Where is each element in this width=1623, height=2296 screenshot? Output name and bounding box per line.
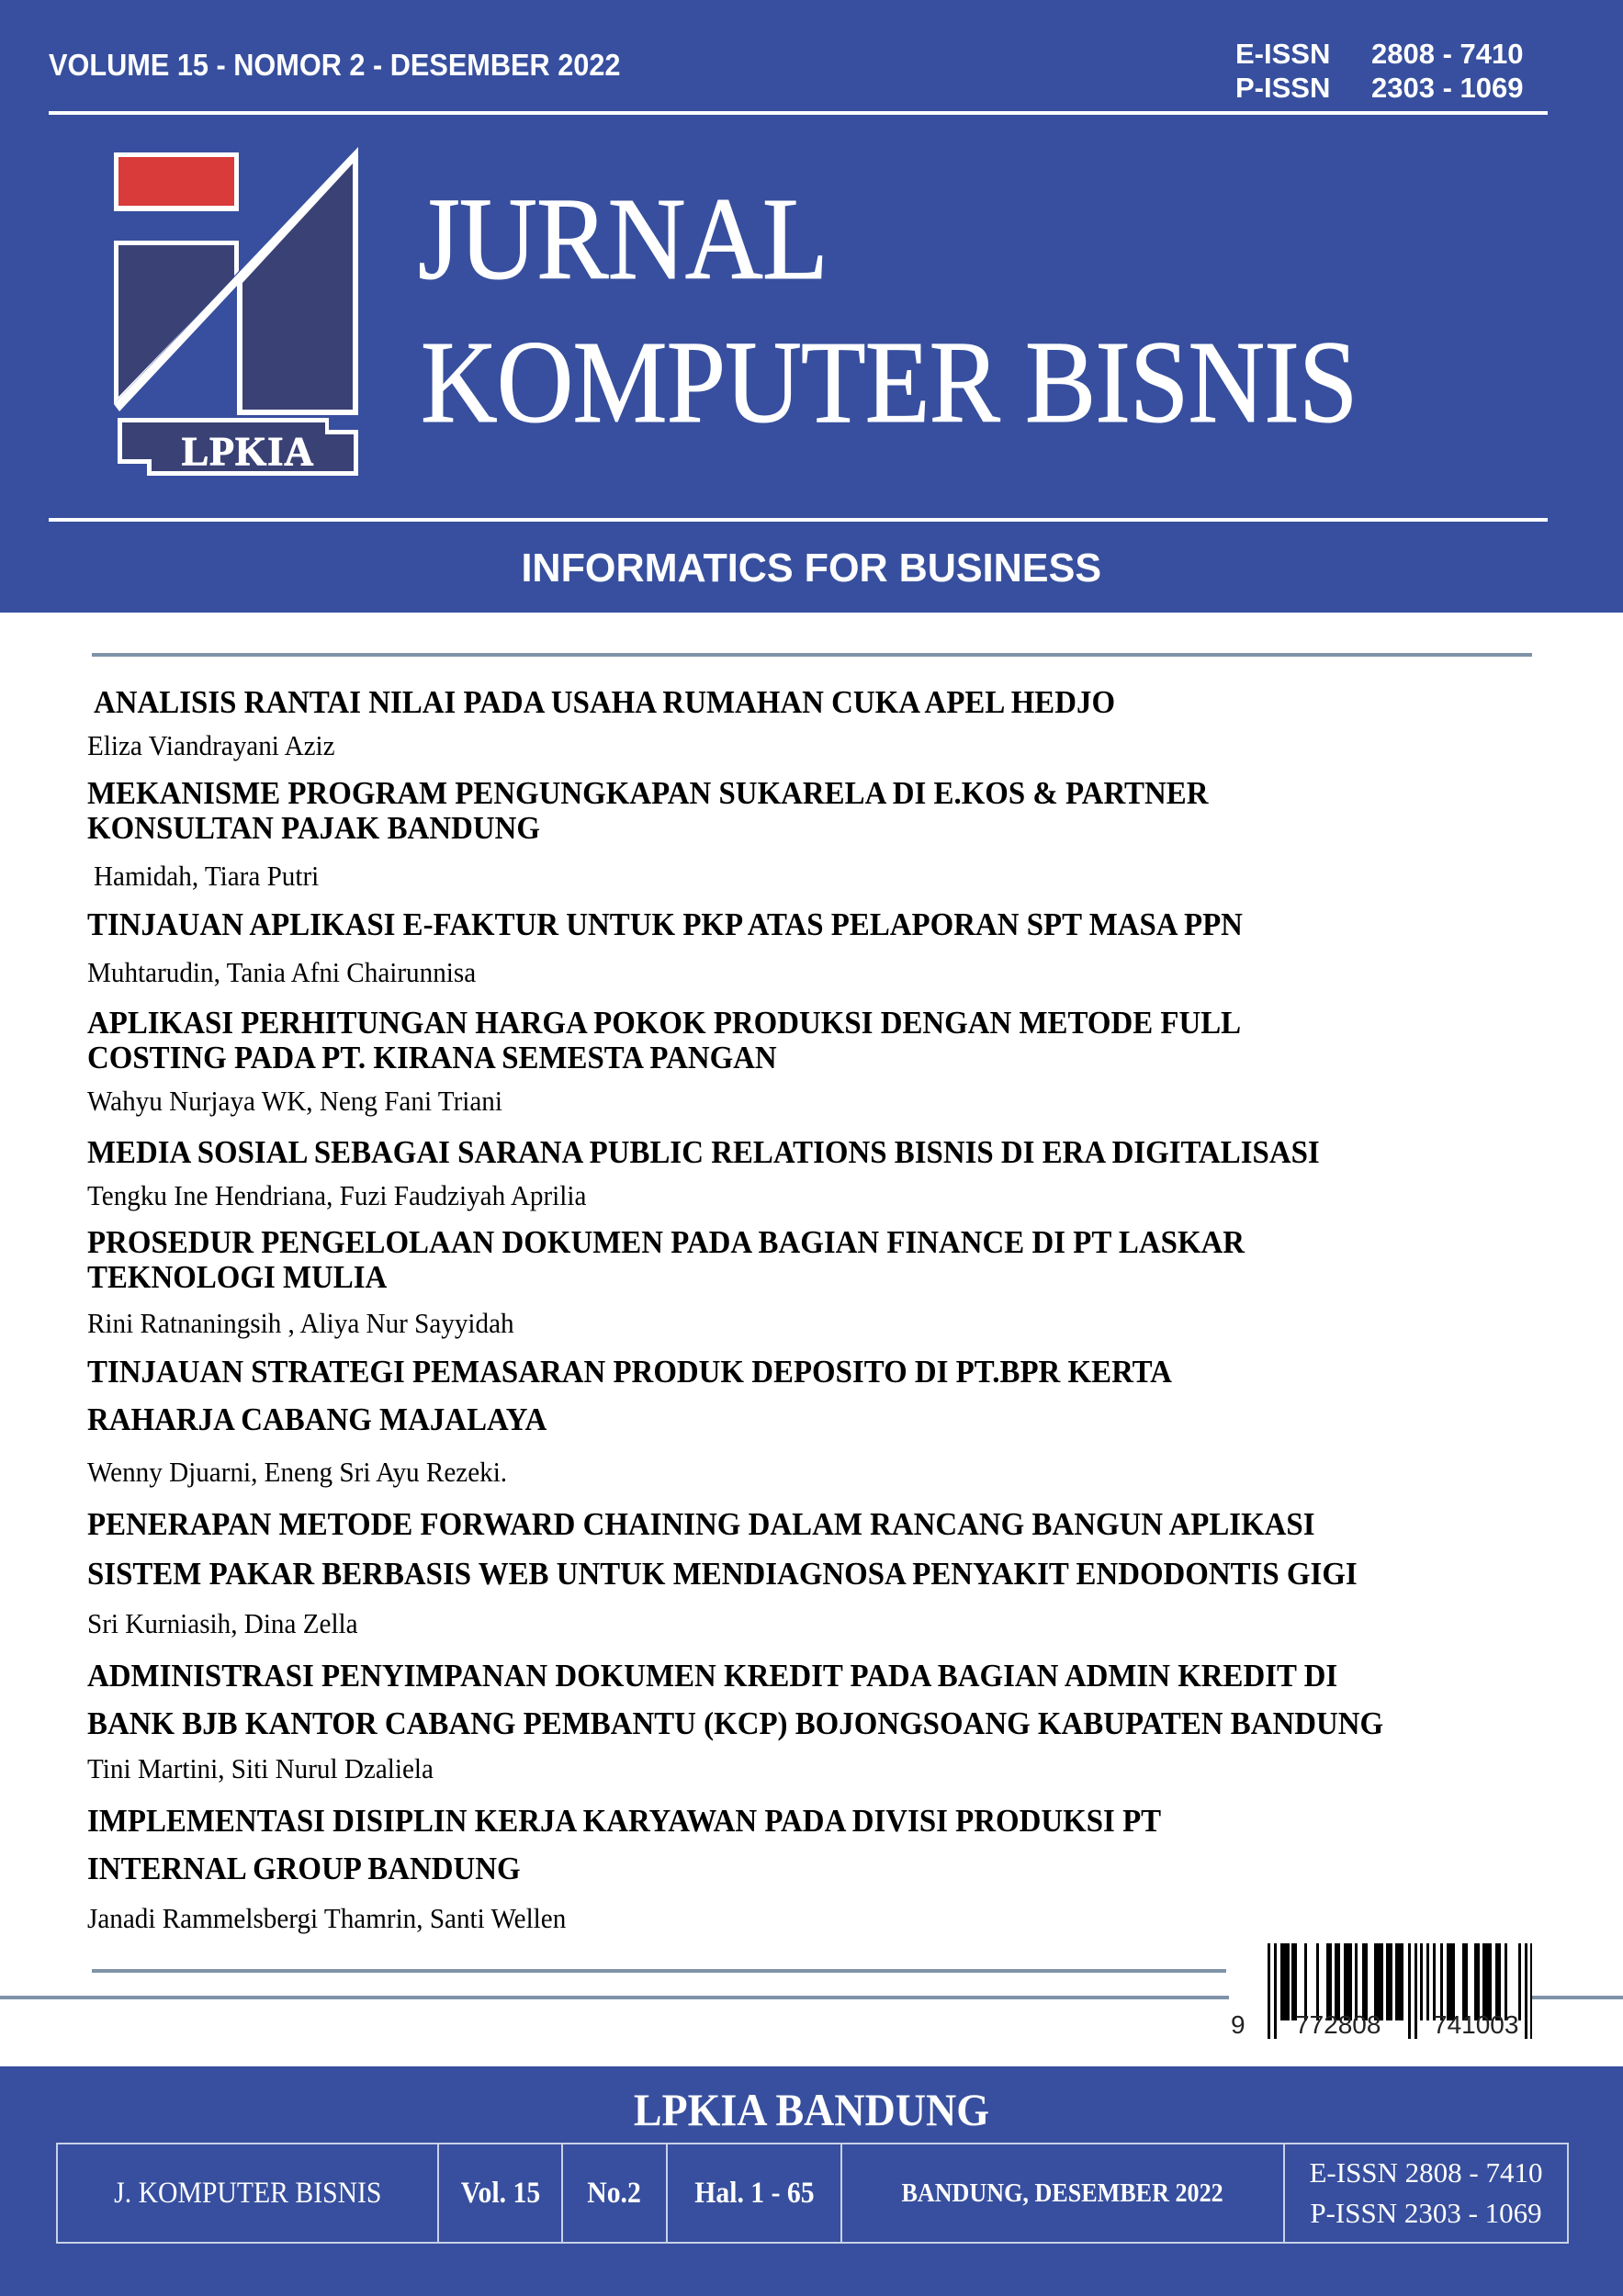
publisher-name-text: LPKIA BANDUNG (633, 2084, 990, 2135)
cell-journal (58, 2144, 439, 2242)
article-authors: Rini Ratnaningsih , Aliya Nur Sayyidah (87, 1307, 514, 1339)
article-authors: Eliza Viandrayani Aziz (87, 729, 335, 761)
citation-table (56, 2143, 1569, 2244)
cell-pages (668, 2144, 842, 2242)
cell-eissn-text: E-ISSN 2808 - 7410 (1309, 2156, 1543, 2189)
article-authors: Muhtarudin, Tania Afni Chairunnisa (87, 956, 477, 988)
article-title: ANALISIS RANTAI NILAI PADA USAHA RUMAHAN CUKA APEL HEDJO (94, 684, 1116, 720)
cell-volume (439, 2144, 563, 2242)
article-title-cont: INTERNAL GROUP BANDUNG (87, 1851, 521, 1886)
article-authors: Sri Kurniasih, Dina Zella (87, 1607, 358, 1639)
article-authors: Janadi Rammelsbergi Thamrin, Santi Wellen (87, 1902, 567, 1934)
article-title: ADMINISTRASI PENYIMPANAN DOKUMEN KREDIT PADA BAGIAN ADMIN KREDIT DI (87, 1658, 1338, 1694)
cell-pissn-text: P-ISSN 2303 - 1069 (1310, 2197, 1542, 2229)
contents-bottom-rule (92, 1969, 1226, 1973)
publisher-name (0, 2083, 1623, 2136)
article-title-cont: SISTEM PAKAR BERBASIS WEB UNTUK MENDIAGNOSA PENYAKIT ENDODONTIS GIGI (87, 1556, 1358, 1592)
article-authors: Tengku Ine Hendriana, Fuzi Faudziyah Aprilia (87, 1179, 587, 1211)
cell-journal-text: J. KOMPUTER BISNIS (113, 2176, 382, 2210)
article-title-cont: BANK BJB KANTOR CABANG PEMBANTU (KCP) BOJONGSOANG KABUPATEN BANDUNG (87, 1705, 1384, 1741)
issn-barcode (1229, 1903, 1532, 2059)
cell-number (563, 2144, 668, 2242)
article-authors: Wenny Djuarni, Eneng Sri Ayu Rezeki. (87, 1456, 508, 1488)
eissn-label: E-ISSN (1235, 38, 1331, 70)
article-title: MEDIA SOSIAL SEBAGAI SARANA PUBLIC RELATIONS BISNIS DI ERA DIGITALISASI (87, 1134, 1320, 1170)
article-title: APLIKASI PERHITUNGAN HARGA POKOK PRODUKSI DENGAN METODE FULL (87, 1005, 1242, 1041)
cell-place-date-text: BANDUNG, DESEMBER 2022 (901, 2178, 1224, 2208)
logo-text: LPKIA (181, 429, 315, 474)
article-title: PENERAPAN METODE FORWARD CHAINING DALAM RANCANG BANGUN APLIKASI (87, 1506, 1315, 1542)
article-title-cont: TEKNOLOGI MULIA (87, 1259, 388, 1295)
article-authors: Wahyu Nurjaya WK, Neng Fani Triani (87, 1085, 502, 1117)
pissn-label: P-ISSN (1235, 72, 1331, 104)
eissn-value: 2808 - 7410 (1371, 38, 1524, 70)
volume-issue-line: VOLUME 15 - NOMOR 2 - DESEMBER 2022 (49, 48, 621, 82)
article-title: TINJAUAN APLIKASI E-FAKTUR UNTUK PKP ATAS PELAPORAN SPT MASA PPN (87, 906, 1243, 942)
article-authors: Tini Martini, Siti Nurul Dzaliela (87, 1752, 434, 1784)
article-title-cont: KONSULTAN PAJAK BANDUNG (87, 810, 540, 846)
journal-title-line1: JURNAL (418, 174, 828, 304)
cell-number-text: No.2 (587, 2176, 642, 2210)
pissn-value: 2303 - 1069 (1371, 72, 1524, 104)
cell-volume-text: Vol. 15 (460, 2176, 540, 2210)
cover-footer (0, 2066, 1623, 2296)
barcode-lead-digit: 9 (1231, 2010, 1245, 2039)
journal-title-line2: KOMPUTER BISNIS (421, 317, 1358, 447)
article-title-cont: RAHARJA CABANG MAJALAYA (87, 1401, 547, 1437)
article-title: TINJAUAN STRATEGI PEMASARAN PRODUK DEPOSITO DI PT.BPR KERTA (87, 1354, 1172, 1390)
article-title-cont: COSTING PADA PT. KIRANA SEMESTA PANGAN (87, 1040, 777, 1075)
journal-subtitle-text: INFORMATICS FOR BUSINESS (521, 546, 1102, 591)
cell-place-date (842, 2144, 1285, 2242)
article-title: IMPLEMENTASI DISIPLIN KERJA KARYAWAN PADA DIVISI PRODUKSI PT (87, 1803, 1162, 1839)
cell-pages-text: Hal. 1 - 65 (693, 2176, 815, 2210)
barcode-digits-left: 772808 (1295, 2010, 1381, 2039)
article-authors: Hamidah, Tiara Putri (94, 860, 320, 892)
article-title: MEKANISME PROGRAM PENGUNGKAPAN SUKARELA DI E.KOS & PARTNER (87, 775, 1209, 811)
article-title: PROSEDUR PENGELOLAAN DOKUMEN PADA BAGIAN FINANCE DI PT LASKAR (87, 1224, 1245, 1260)
cell-issn (1285, 2144, 1567, 2242)
barcode-digits-right: 741003 (1433, 2010, 1519, 2039)
